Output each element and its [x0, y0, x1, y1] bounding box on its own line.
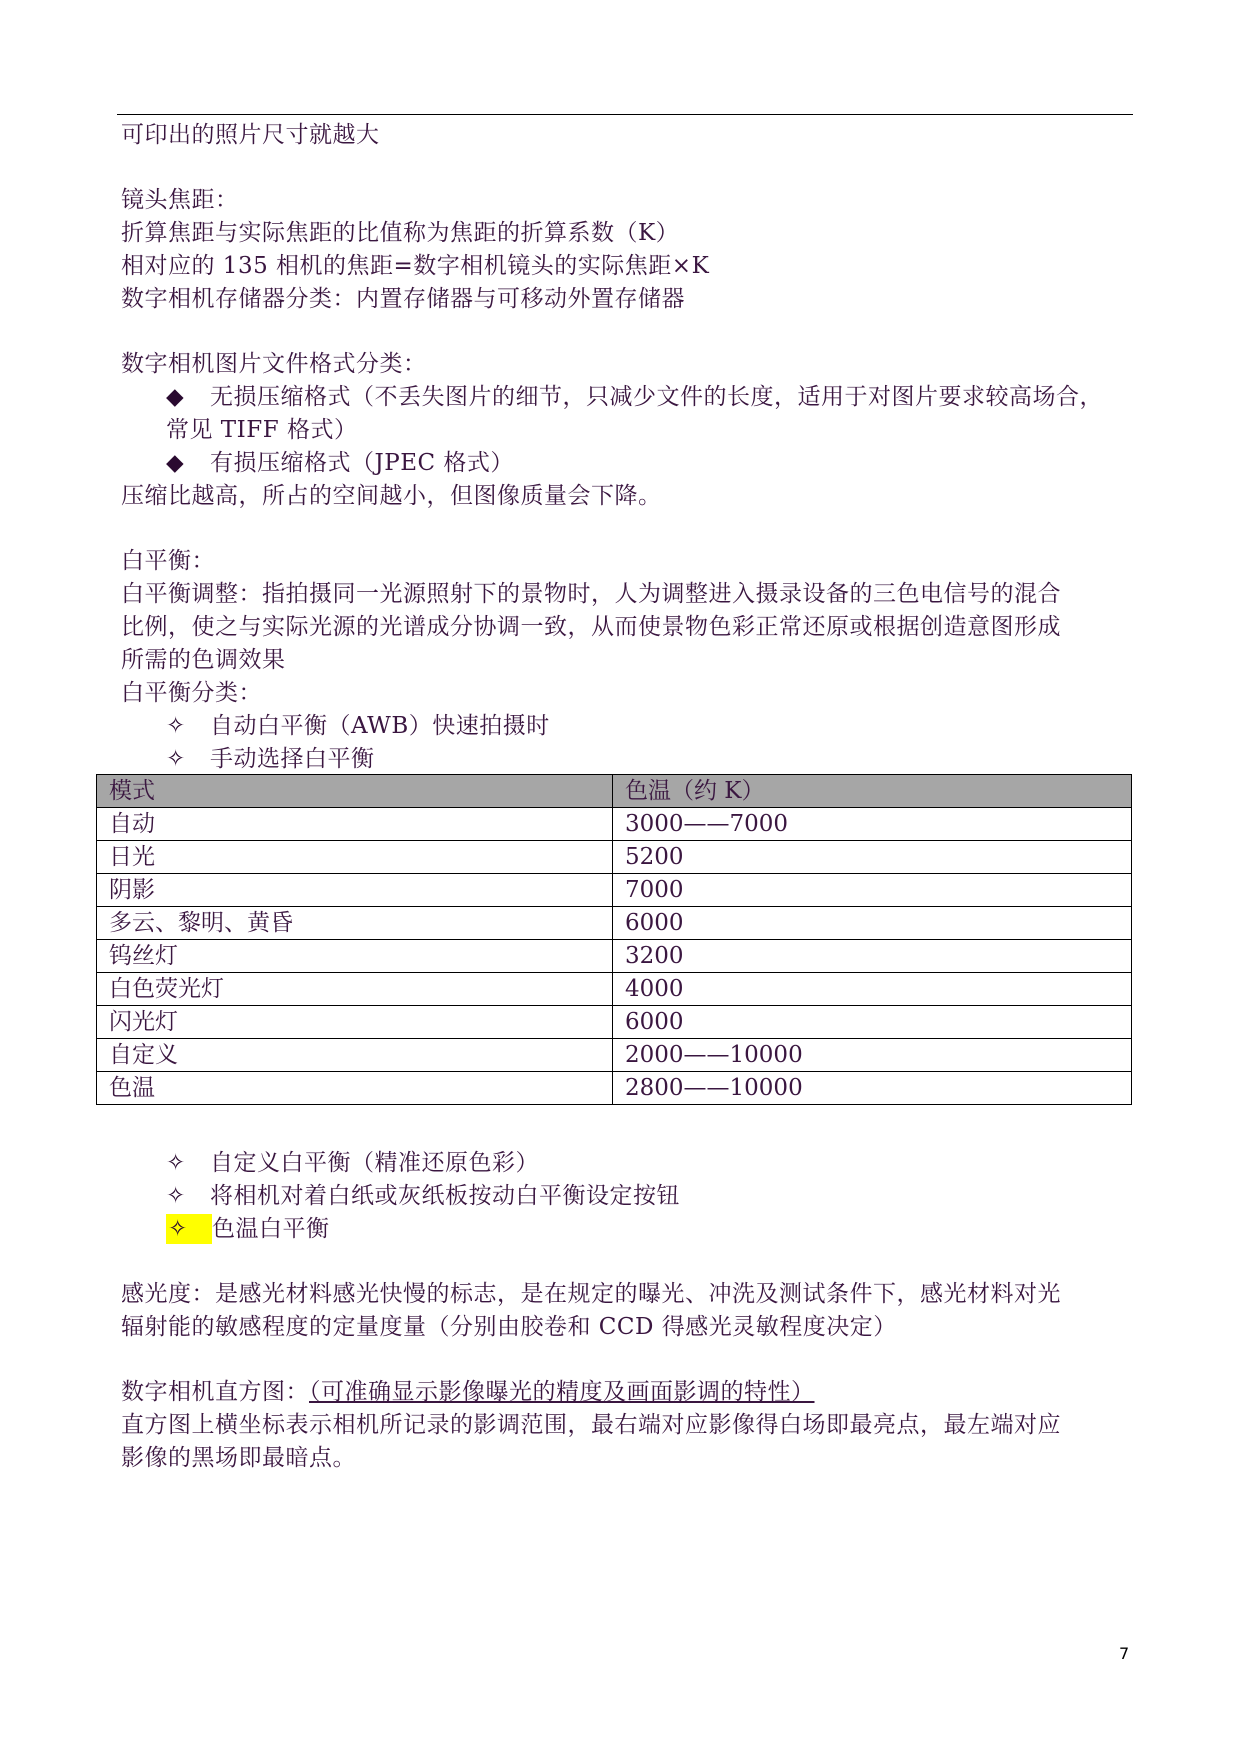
white-balance-table: [96, 774, 1132, 1105]
table-cell: 2800——10000: [613, 1072, 1132, 1105]
text-line: 辐射能的敏感程度的定量度量（分别由胶卷和 CCD 得感光灵敏程度决定）: [121, 1314, 897, 1340]
text-line: [121, 1377, 815, 1407]
table-cell: 3000——7000: [613, 808, 1132, 841]
list-item-text: 将相机对着白纸或灰纸板按动白平衡设定按钮: [210, 1183, 680, 1209]
table-cell: 阴影: [97, 874, 613, 907]
table-cell: 色温: [97, 1072, 613, 1105]
heading-histogram: 数字相机直方图：: [121, 1379, 309, 1405]
table-cell: 4000: [613, 973, 1132, 1006]
table-cell: 2000——10000: [613, 1039, 1132, 1072]
table-header-cell: 色温（约 K）: [613, 775, 1132, 808]
text-line: 所需的色调效果: [121, 647, 286, 673]
header-rule: [117, 114, 1133, 115]
text-line: 直方图上横坐标表示相机所记录的影调范围，最右端对应影像得白场即最亮点，最左端对应: [121, 1412, 1061, 1438]
star-bullet-icon: ✧: [166, 746, 186, 772]
list-item: [166, 744, 375, 774]
heading-white-balance: 白平衡：: [121, 548, 215, 574]
underlined-text: （可准确显示影像曝光的精度及画面影调的特性）: [309, 1379, 815, 1405]
heading-file-format: 数字相机图片文件格式分类：: [121, 351, 427, 377]
table-row: [97, 973, 1132, 1006]
text-line: 压缩比越高，所占的空间越小，但图像质量会下降。: [121, 483, 662, 509]
star-bullet-icon: ✧: [166, 1183, 186, 1209]
list-item-text: 手动选择白平衡: [210, 746, 375, 772]
text-line: 感光度：是感光材料感光快慢的标志，是在规定的曝光、冲洗及测试条件下，感光材料对光: [121, 1281, 1061, 1307]
table-cell: 7000: [613, 874, 1132, 907]
diamond-bullet-icon: ◆: [166, 384, 185, 410]
table-cell: 钨丝灯: [97, 940, 613, 973]
table-cell: 日光: [97, 841, 613, 874]
text-line: 白平衡分类：: [121, 680, 262, 706]
text-line: 影像的黑场即最暗点。: [121, 1445, 356, 1471]
text-line: 比例，使之与实际光源的光谱成分协调一致，从而使景物色彩正常还原或根据创造意图形成: [121, 614, 1061, 640]
table-row: [97, 874, 1132, 907]
text-line: 折算焦距与实际焦距的比值称为焦距的折算系数（K）: [121, 220, 680, 246]
star-bullet-icon: ✧: [166, 713, 186, 739]
list-item: [166, 448, 514, 478]
text-line: 可印出的照片尺寸就越大: [121, 122, 380, 148]
list-item: [166, 1181, 680, 1211]
list-item-text: 自动白平衡（AWB）快速拍摄时: [210, 713, 550, 739]
star-bullet-icon: ✧: [166, 1150, 186, 1176]
table-row: [97, 907, 1132, 940]
table-cell: 多云、黎明、黄昏: [97, 907, 613, 940]
table-cell: 自定义: [97, 1039, 613, 1072]
text-line: 白平衡调整：指拍摄同一光源照射下的景物时，人为调整进入摄录设备的三色电信号的混合: [121, 581, 1061, 607]
list-item-text: 自定义白平衡（精准还原色彩）: [210, 1150, 539, 1176]
table-row: [97, 1072, 1132, 1105]
list-item-continued: 常见 TIFF 格式）: [166, 417, 358, 443]
list-item-text: 有损压缩格式（JPEC 格式）: [210, 450, 514, 476]
diamond-bullet-icon: ◆: [166, 450, 185, 476]
table-cell: 白色荧光灯: [97, 973, 613, 1006]
table-cell: 3200: [613, 940, 1132, 973]
table-header-cell: 模式: [97, 775, 613, 808]
table-cell: 自动: [97, 808, 613, 841]
page-number: 7: [1119, 1644, 1130, 1663]
list-item: [166, 382, 1103, 412]
table-row: [97, 1006, 1132, 1039]
heading-focal-length: 镜头焦距：: [121, 187, 239, 213]
table-row: [97, 808, 1132, 841]
table-row: [97, 940, 1132, 973]
list-item-text: 无损压缩格式（不丢失图片的细节，只减少文件的长度，适用于对图片要求较高场合，: [210, 384, 1103, 410]
list-item-text: 色温白平衡: [212, 1216, 330, 1242]
table-row: [97, 1039, 1132, 1072]
table-cell: 闪光灯: [97, 1006, 613, 1039]
star-bullet-icon-highlighted: ✧: [166, 1214, 212, 1244]
list-item: [166, 711, 550, 741]
table-cell: 5200: [613, 841, 1132, 874]
table-cell: 6000: [613, 907, 1132, 940]
text-line: 数字相机存储器分类：内置存储器与可移动外置存储器: [121, 286, 685, 312]
text-line: 相对应的 135 相机的焦距=数字相机镜头的实际焦距×K: [121, 253, 710, 279]
list-item: [166, 1214, 330, 1244]
table-row: [97, 841, 1132, 874]
list-item: [166, 1148, 539, 1178]
table-header-row: [97, 775, 1132, 808]
table-cell: 6000: [613, 1006, 1132, 1039]
